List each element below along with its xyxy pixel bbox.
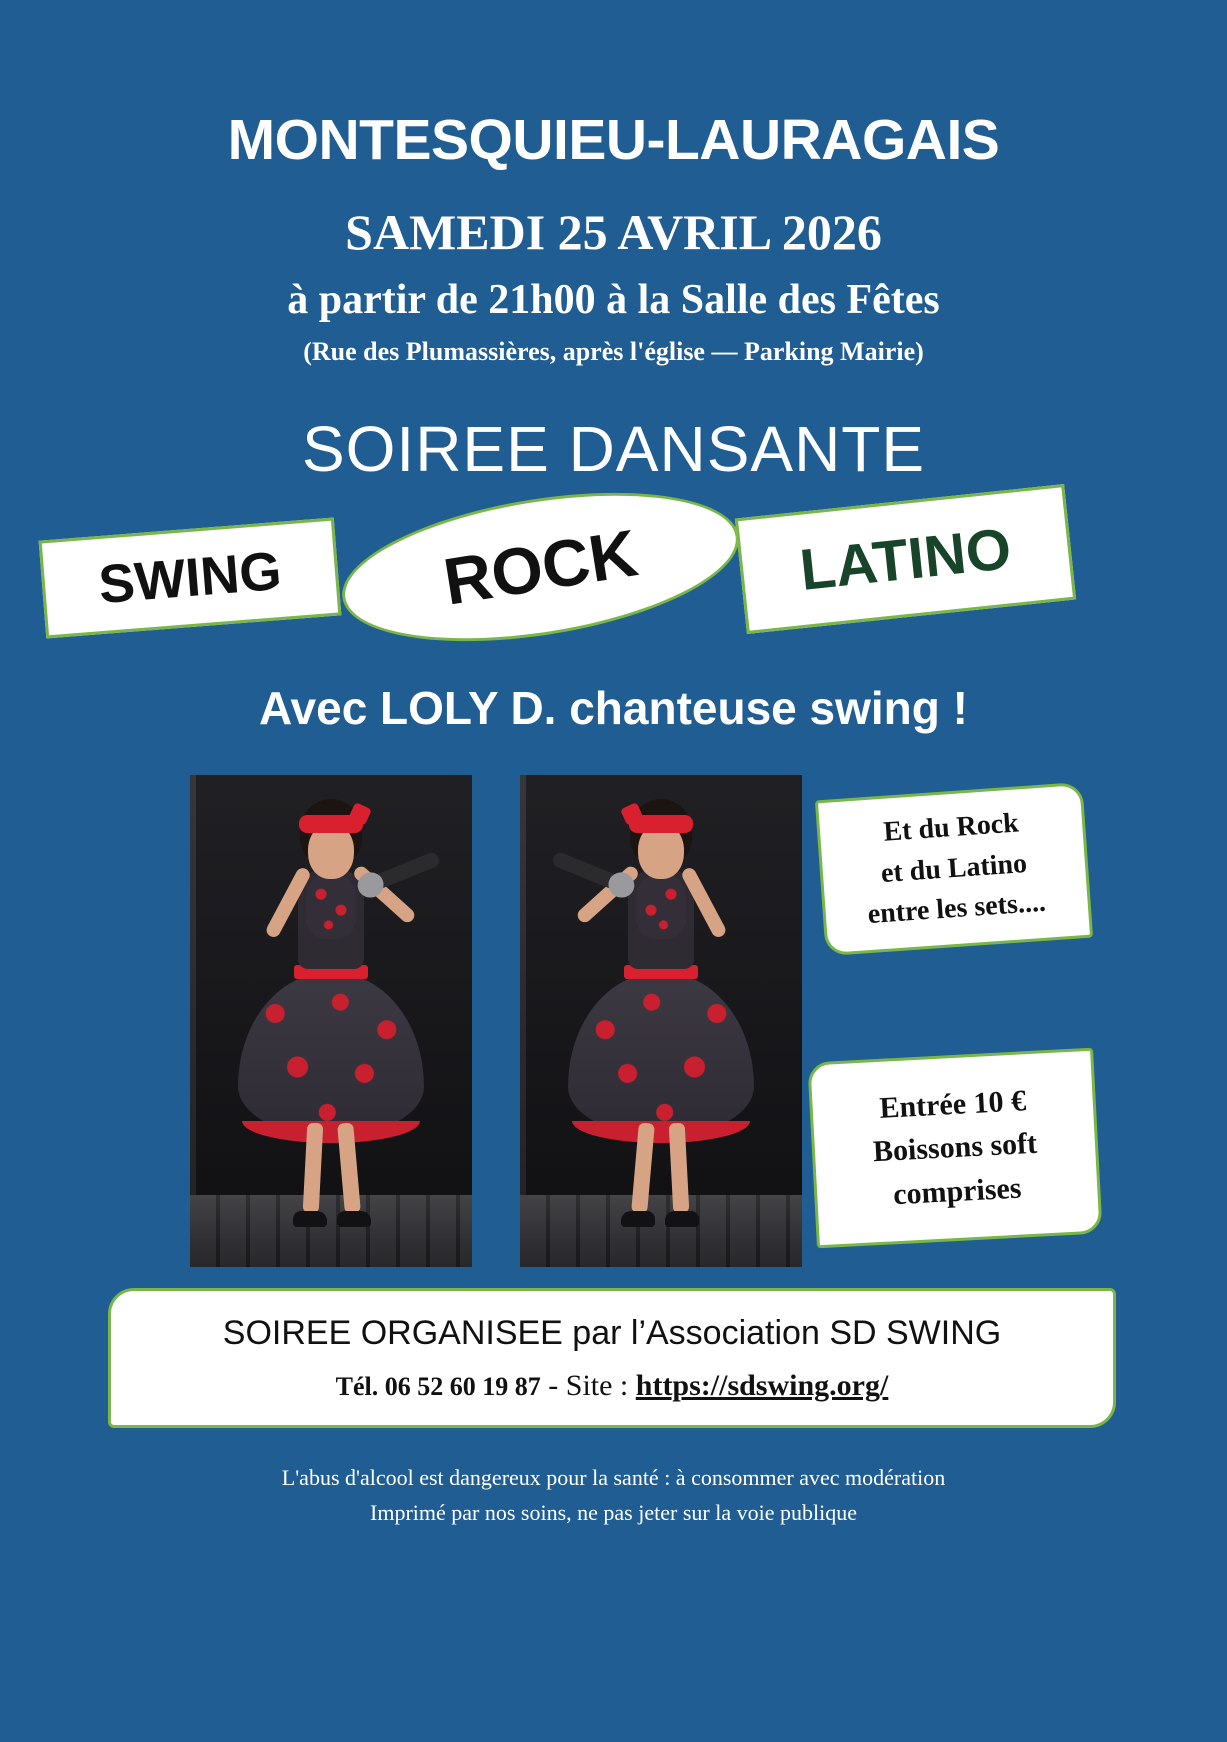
note-extra-music	[815, 782, 1093, 956]
shoe-left	[293, 1211, 327, 1227]
genre-badge-rock: ROCK	[332, 468, 749, 665]
phone-number: Tél. 06 52 60 19 87	[335, 1371, 541, 1401]
torso	[628, 869, 694, 969]
genre-badge-latino: LATINO	[735, 484, 1076, 634]
genre-badges	[0, 491, 1227, 661]
contact-line	[111, 1368, 1113, 1404]
studio-floor	[520, 1195, 802, 1267]
note-line: Entrée 10 €	[878, 1083, 1027, 1125]
torso	[298, 869, 364, 969]
note-line: comprises	[892, 1171, 1023, 1212]
event-address: (Rue des Plumassières, après l'église — Parking Mairie)	[303, 337, 924, 366]
singer-headline: Avec LOLY D. chanteuse swing !	[259, 682, 968, 734]
legal-notice	[0, 1460, 1227, 1530]
website-link[interactable]: https://sdswing.org/	[635, 1368, 889, 1402]
genre-badge-swing: SWING	[39, 518, 342, 639]
studio-floor	[190, 1195, 472, 1267]
red-bandana	[299, 815, 363, 833]
note-line: Et du Rock	[882, 807, 1020, 848]
organiser-panel	[108, 1288, 1116, 1428]
town-title: MONTESQUIEU-LAURAGAIS	[227, 108, 1000, 172]
shoe-right	[337, 1211, 371, 1227]
site-separator: - Site :	[548, 1368, 629, 1402]
note-entry-price	[807, 1048, 1102, 1249]
singer-photo-1	[190, 775, 472, 1267]
photo-strip	[0, 775, 1227, 1285]
event-type-title: SOIREE DANSANTE	[301, 413, 926, 485]
shoe-left	[665, 1211, 699, 1227]
event-date: SAMEDI 25 AVRIL 2026	[345, 204, 882, 260]
note-line: Boissons soft	[872, 1126, 1038, 1169]
legal-line-print: Imprimé par nos soins, ne pas jeter sur la voie publique	[370, 1500, 857, 1526]
note-line: et du Latino	[879, 847, 1028, 889]
red-bandana	[629, 815, 693, 833]
shoe-right	[621, 1211, 655, 1227]
legal-line-alcohol: L'abus d'alcool est dangereux pour la santé : à consommer avec modération	[281, 1465, 946, 1490]
note-line: entre les sets....	[866, 887, 1047, 931]
singer-photo-2	[520, 775, 802, 1267]
organiser-text: SOIREE ORGANISEE par l’Association SD SWING	[222, 1314, 1002, 1352]
event-time-place: à partir de 21h00 à la Salle des Fêtes	[287, 277, 940, 323]
poster-header	[0, 0, 1227, 485]
